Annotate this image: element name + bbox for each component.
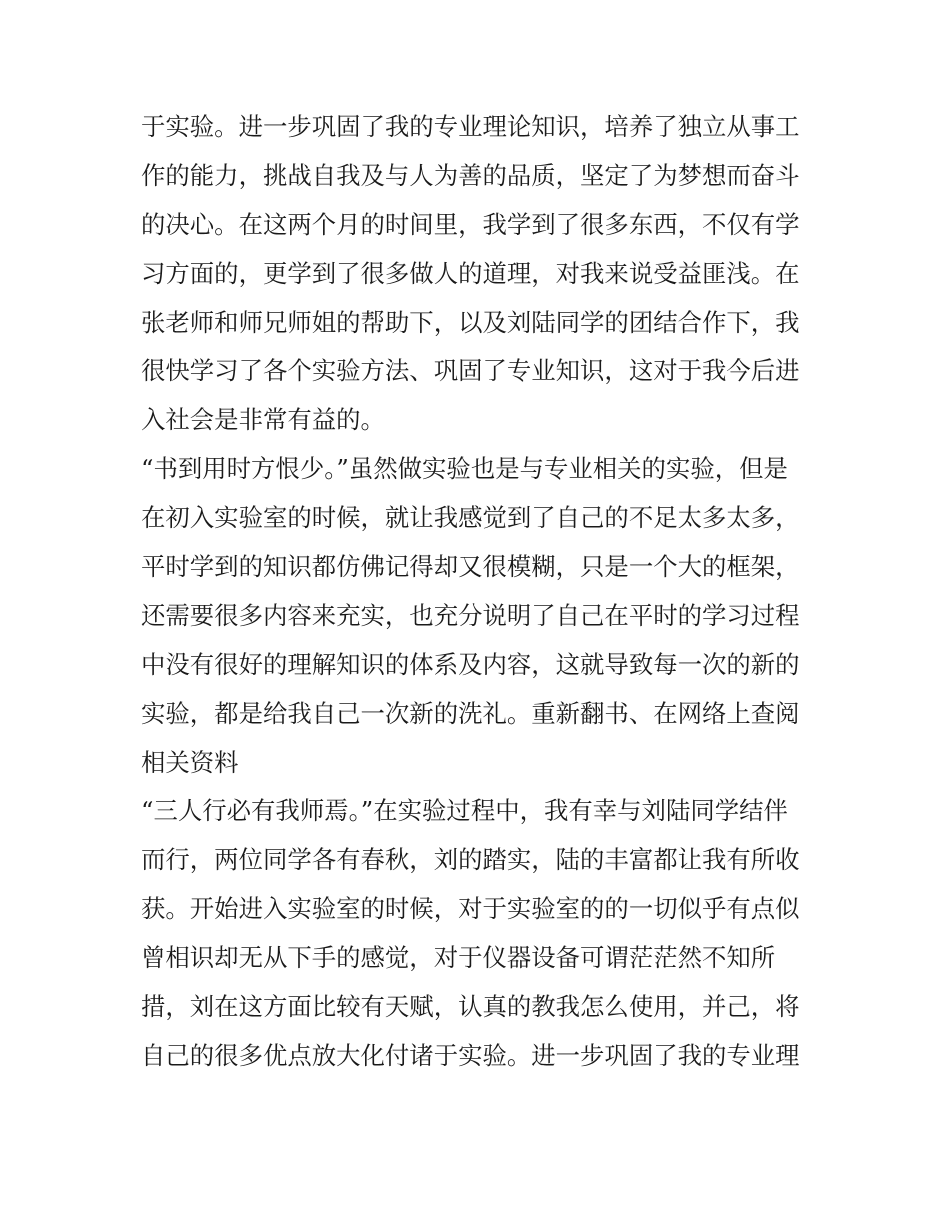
document-body — [141, 103, 813, 1081]
text-line: 于实验。进一步巩固了我的专业理论知识，培养了独立从事工 — [141, 112, 800, 141]
paragraph-2 — [141, 445, 813, 787]
text-line: 的决心。在这两个月的时间里，我学到了很多东西，不仅有学 — [141, 209, 800, 239]
text-line: 相关资料 — [141, 747, 239, 777]
text-line: 实验，都是给我自己一次新的洗礼。重新翻书、在网络上查阅 — [141, 698, 800, 728]
text-line: “书到用时方恨少。”虽然做实验也是与专业相关的实验，但是 — [141, 454, 788, 484]
text-line: 曾相识却无从下手的感觉，对于仪器设备可谓茫茫然不知所 — [141, 943, 776, 973]
text-line: 在初入实验室的时候，就让我感觉到了自己的不足太多太多， — [141, 503, 800, 533]
text-line: 获。开始进入实验室的时候，对于实验室的的一切似乎有点似 — [141, 894, 800, 924]
paragraph-1 — [141, 103, 813, 445]
text-line: 入社会是非常有益的。 — [141, 405, 385, 435]
text-line: 平时学到的知识都仿佛记得却又很模糊，只是一个大的框架， — [141, 552, 800, 582]
text-line: 很快学习了各个实验方法、巩固了专业知识，这对于我今后进 — [141, 356, 800, 386]
text-line: 自己的很多优点放大化付诸于实验。进一步巩固了我的专业理 — [141, 1040, 800, 1070]
text-line: 作的能力，挑战自我及与人为善的品质，坚定了为梦想而奋斗 — [141, 160, 800, 190]
text-line: 而行，两位同学各有春秋，刘的踏实，陆的丰富都让我有所收 — [141, 845, 800, 875]
text-line: 还需要很多内容来充实，也充分说明了自己在平时的学习过程 — [141, 600, 800, 630]
text-line: 张老师和师兄师姐的帮助下，以及刘陆同学的团结合作下，我 — [141, 307, 800, 337]
text-line: 习方面的，更学到了很多做人的道理，对我来说受益匪浅。在 — [141, 258, 800, 288]
text-line: “三人行必有我师焉。”在实验过程中，我有幸与刘陆同学结伴 — [141, 796, 788, 826]
text-line: 措，刘在这方面比较有天赋，认真的教我怎么使用，并己，将 — [141, 992, 800, 1022]
text-line: 中没有很好的理解知识的体系及内容，这就导致每一次的新的 — [141, 649, 800, 679]
paragraph-3 — [141, 787, 813, 1080]
